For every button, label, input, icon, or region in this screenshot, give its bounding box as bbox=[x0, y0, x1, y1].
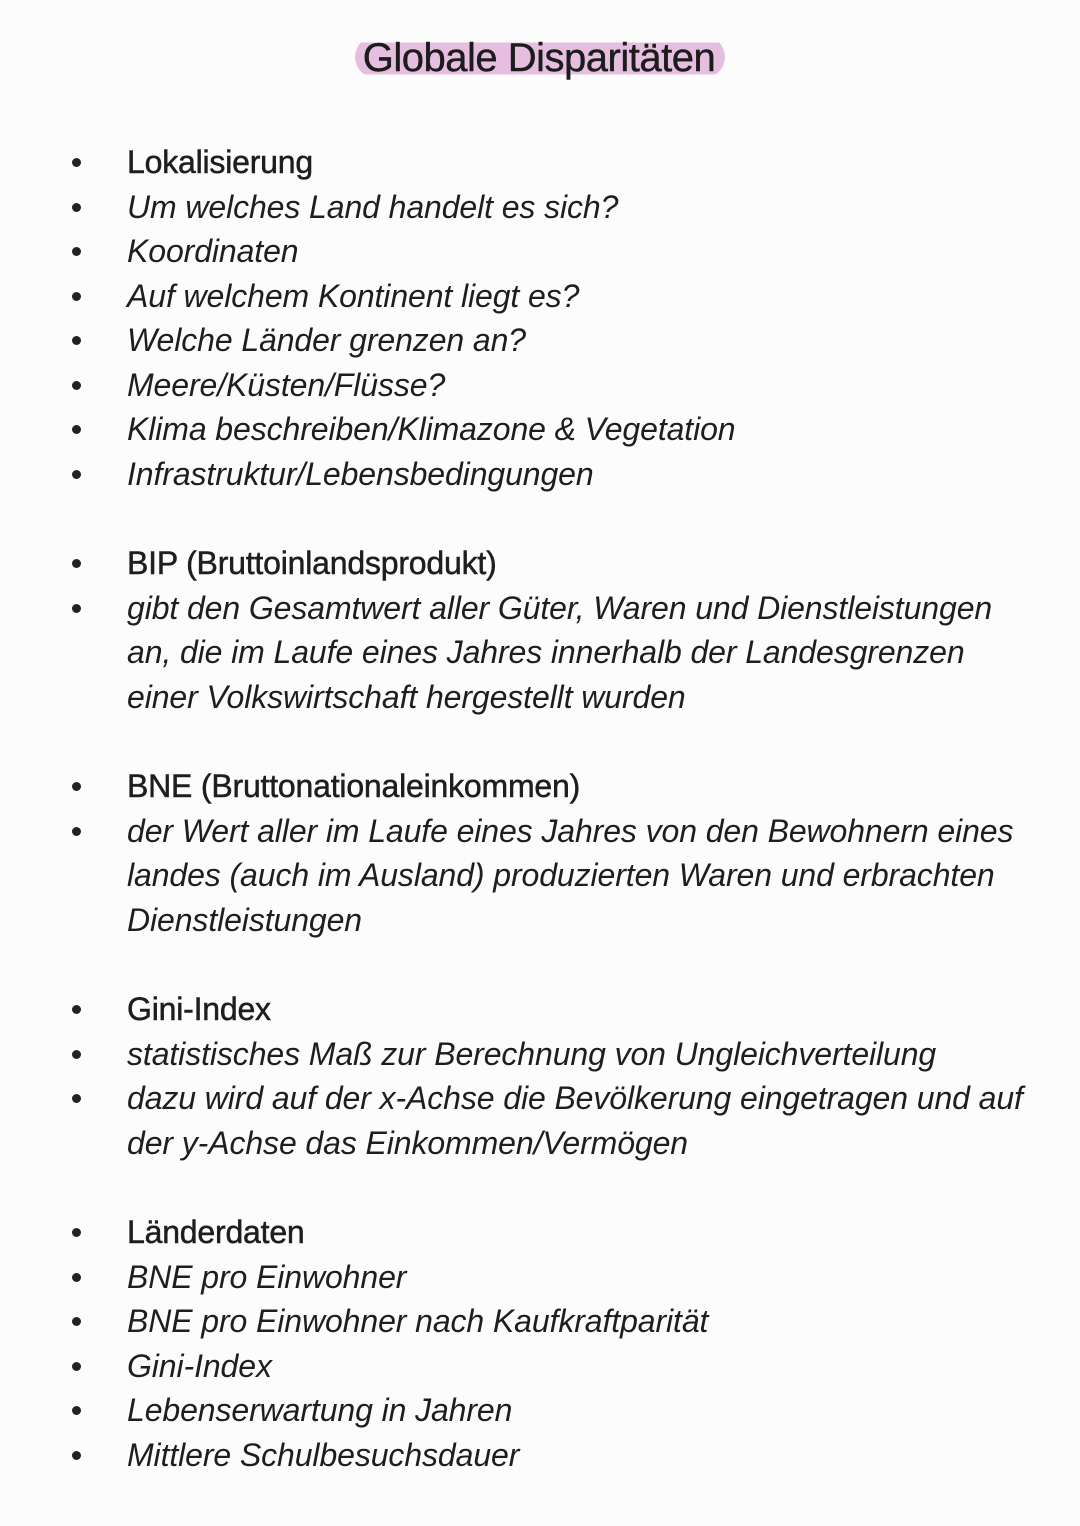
bullet-icon bbox=[72, 827, 81, 836]
list-item-text: der Wert aller im Laufe eines Jahres von den Bewohnern eines landes (auch im Ausland) produzierten Waren und erbrachten Dienstleistungen bbox=[127, 812, 1014, 938]
list-item bbox=[0, 586, 1080, 720]
section-heading bbox=[0, 140, 1080, 185]
bullet-icon bbox=[72, 158, 81, 167]
section-heading bbox=[0, 541, 1080, 586]
bullet-icon bbox=[72, 1317, 81, 1326]
list-item bbox=[0, 1255, 1080, 1300]
list-item-text: Koordinaten bbox=[127, 233, 299, 269]
bullet-icon bbox=[72, 1228, 81, 1237]
list-item-text: BNE pro Einwohner nach Kaufkraftparität bbox=[127, 1303, 709, 1339]
list-item-text: Um welches Land handelt es sich? bbox=[127, 188, 619, 225]
bullet-icon bbox=[72, 604, 81, 613]
section-heading-text: BNE (Bruttonationaleinkommen) bbox=[127, 768, 581, 804]
section-laenderdaten bbox=[0, 1210, 1080, 1477]
bullet-icon bbox=[72, 1273, 81, 1282]
bullet-icon bbox=[72, 1362, 81, 1371]
list-item-text: BNE pro Einwohner bbox=[127, 1258, 407, 1295]
bullet-icon bbox=[72, 247, 81, 256]
bullet-icon bbox=[72, 425, 81, 434]
bullet-icon bbox=[72, 1050, 81, 1059]
bullet-icon bbox=[72, 292, 81, 301]
bullet-icon bbox=[72, 1005, 81, 1014]
list-item-text: gibt den Gesamtwert aller Güter, Waren und Dienstleistungen an, die im Laufe eines Jahres innerhalb der Landesgrenzen einer Volkswirtschaft hergestellt wurden bbox=[127, 589, 993, 715]
bullet-icon bbox=[72, 336, 81, 345]
bullet-icon bbox=[72, 470, 81, 479]
section-bne bbox=[0, 764, 1080, 942]
bullet-icon bbox=[72, 1094, 81, 1103]
list-item bbox=[0, 1032, 1080, 1077]
list-item-text: Mittlere Schulbesuchsdauer bbox=[127, 1436, 520, 1473]
list-item bbox=[0, 452, 1080, 497]
list-item bbox=[0, 185, 1080, 230]
section-gini-index bbox=[0, 987, 1080, 1165]
list-item bbox=[0, 1076, 1080, 1165]
section-heading-text: Gini-Index bbox=[127, 991, 271, 1027]
list-item-text: Meere/Küsten/Flüsse? bbox=[127, 366, 446, 403]
bullet-icon bbox=[72, 1406, 81, 1415]
bullet-icon bbox=[72, 782, 81, 791]
title-container bbox=[0, 36, 1080, 78]
section-bip bbox=[0, 541, 1080, 719]
bullet-icon bbox=[72, 559, 81, 568]
section-heading-text: Lokalisierung bbox=[127, 144, 313, 180]
page-title: Globale Disparitäten bbox=[355, 36, 725, 78]
section-heading bbox=[0, 987, 1080, 1032]
list-item bbox=[0, 274, 1080, 319]
section-heading-text: BIP (Bruttoinlandsprodukt) bbox=[127, 545, 497, 581]
list-item-text: statistisches Maß zur Berechnung von Ungleichverteilung bbox=[127, 1035, 937, 1072]
bullet-icon bbox=[72, 381, 81, 390]
notes-content bbox=[0, 140, 1080, 1522]
section-lokalisierung bbox=[0, 140, 1080, 496]
list-item-text: Infrastruktur/Lebensbedingungen bbox=[127, 455, 594, 492]
list-item-text: Gini-Index bbox=[127, 1347, 272, 1384]
bullet-icon bbox=[72, 1451, 81, 1460]
list-item bbox=[0, 407, 1080, 452]
list-item-text: Auf welchem Kontinent liegt es? bbox=[127, 277, 580, 314]
list-item-text: Welche Länder grenzen an? bbox=[127, 322, 526, 358]
list-item-text: Klima beschreiben/Klimazone & Vegetation bbox=[127, 411, 736, 447]
section-heading-text: Länderdaten bbox=[127, 1214, 305, 1250]
list-item bbox=[0, 318, 1080, 363]
list-item bbox=[0, 1299, 1080, 1344]
list-item-text: Lebenserwartung in Jahren bbox=[127, 1392, 513, 1428]
list-item-text: dazu wird auf der x-Achse die Bevölkerung eingetragen und auf der y-Achse das Einkommen/Vermögen bbox=[127, 1080, 1023, 1161]
list-item bbox=[0, 1344, 1080, 1389]
list-item bbox=[0, 229, 1080, 274]
list-item bbox=[0, 809, 1080, 943]
list-item bbox=[0, 1433, 1080, 1478]
list-item bbox=[0, 1388, 1080, 1433]
bullet-icon bbox=[72, 203, 81, 212]
section-heading bbox=[0, 1210, 1080, 1255]
section-heading bbox=[0, 764, 1080, 809]
list-item bbox=[0, 363, 1080, 408]
